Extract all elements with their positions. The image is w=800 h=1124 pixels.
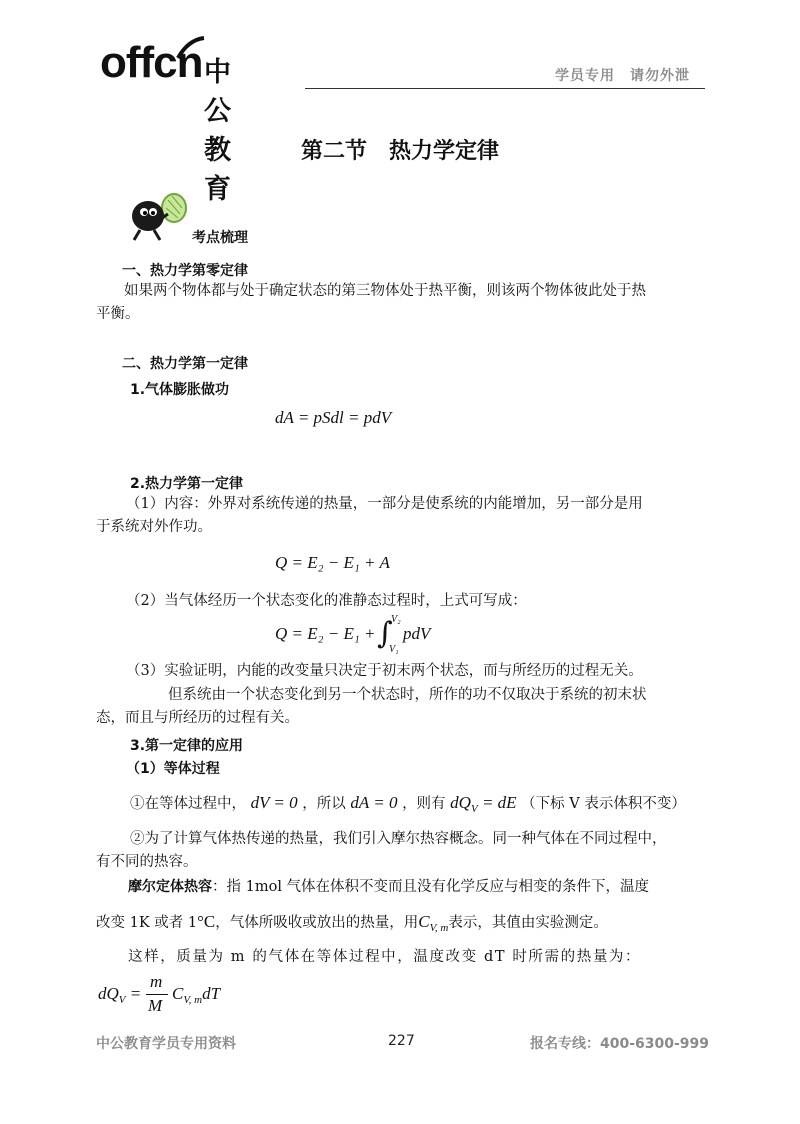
final-dq-symbol: dQ — [98, 984, 119, 1003]
internal-energy-text: （3）实验证明，内能的改变量只决定于初末两个状态，而与所经历的过程无关。 — [126, 663, 643, 679]
zeroth-law-line2: 平衡。 — [96, 306, 140, 322]
item1-text-a: ①在等体过程中， — [130, 796, 246, 812]
molar-heat-capacity — [96, 876, 706, 899]
dq-symbol: dQ — [450, 793, 471, 812]
integral-lower: V₁ — [389, 644, 399, 655]
logo-wordmark: offcn — [100, 38, 203, 87]
final-sentence: 这样，质量为 m 的气体在等体过程中，温度改变 dT 时所需的热量为： — [128, 949, 642, 965]
celsius-unit: °C — [197, 912, 216, 931]
integral-sign: ∫ — [377, 616, 393, 651]
header-rule — [305, 88, 705, 89]
footer-left: 中公教育学员专用资料 — [96, 1036, 236, 1052]
work-path-line1: 但系统由一个状态变化到另一个状态时，所作的功不仅取决于系统的初末状 — [168, 687, 647, 703]
integral-upper: V₂ — [391, 614, 401, 625]
header-notice: 学员专用 请勿外泄 — [555, 68, 690, 84]
isochoric-item2 — [96, 828, 706, 874]
molar-text2c: 表示，其值由实验测定。 — [448, 915, 608, 931]
subheading-isochoric: （1）等体过程 — [126, 761, 220, 777]
mascot-icon — [122, 188, 194, 244]
fraction-denominator: M — [148, 996, 163, 1015]
molar-text2a: 改变 1K 或者 1 — [96, 915, 198, 931]
cvm-subscript: V, m — [429, 922, 449, 934]
subheading-application: 3.第一定律的应用 — [130, 738, 244, 754]
final-c-symbol: C — [172, 984, 184, 1003]
cvm-symbol: C — [418, 912, 430, 931]
subheading-first-law: 2.热力学第一定律 — [130, 476, 244, 492]
footer-right: 报名专线：400-6300-999 — [530, 1036, 710, 1052]
isochoric-item1 — [130, 791, 720, 821]
integral-left: Q = E₂ − E₁ + — [275, 624, 376, 643]
molar-label: 摩尔定体热容 — [128, 879, 212, 895]
item1-eq-dq — [450, 793, 517, 815]
equation-final — [98, 974, 298, 1020]
zeroth-law-text — [96, 280, 706, 326]
item2-line2: 有不同的热容。 — [96, 854, 198, 870]
subheading-gas-work: 1.气体膨胀做功 — [130, 382, 230, 398]
molar-text2b: ，气体所吸收或放出的热量，用 — [215, 915, 419, 931]
item1-eq-dv: dV = 0 — [250, 793, 298, 812]
item2-line1: ②为了计算气体热传递的热量，我们引入摩尔热容概念。同一种气体在不同过程中， — [130, 831, 667, 847]
zeroth-law-line1: 如果两个物体都与处于确定状态的第三物体处于热平衡，则该两个物体彼此处于热 — [124, 283, 646, 299]
final-c-sub: V, m — [183, 994, 203, 1006]
fraction-numerator: m — [150, 972, 163, 991]
final-dq-sub: V — [118, 994, 126, 1006]
final-cvm — [172, 984, 220, 1006]
molar-text1: ：指 1mol 气体在体积不变而且没有化学反应与相变的条件下，温度 — [212, 879, 650, 895]
page-number: 227 — [388, 1033, 415, 1049]
final-dq: $dQ_V$ = — [98, 984, 142, 1006]
equation-work: dA = pSdl = pdV — [275, 408, 392, 427]
fraction-bar — [146, 994, 168, 995]
logo-swoosh-icon — [176, 36, 206, 62]
equation-integral — [275, 614, 495, 658]
content-line1: （1）内容：外界对系统传递的热量，一部分是使系统的内能增加，另一部分是用 — [126, 496, 643, 512]
quasi-static-text: （2）当气体经历一个状态变化的准静态过程时，上式可写成： — [126, 593, 527, 609]
first-law-content — [96, 493, 706, 539]
heading-first-law: 二、热力学第一定律 — [122, 356, 248, 372]
section-label: 考点梳理 — [192, 230, 248, 246]
heading-zeroth-law: 一、热力学第零定律 — [122, 263, 248, 279]
dq-rest: = dE — [477, 793, 517, 812]
page-title: 第二节 热力学定律 — [300, 139, 499, 164]
final-dt: dT — [202, 984, 221, 1003]
item1-eq-da: dA = 0 — [350, 793, 398, 812]
logo-chinese: 中公教育 — [204, 57, 231, 205]
work-path-text — [96, 684, 706, 730]
item1-text-c: ，则有 — [402, 796, 446, 812]
item1-text-d: （下标 V 表示体积不变） — [521, 796, 686, 812]
item1-text-b: ，所以 — [302, 796, 346, 812]
equation-first-law: Q = E₂ − E₁ + A — [275, 553, 390, 572]
integral-right: pdV — [403, 624, 431, 643]
molar-heat-capacity-line2 — [96, 910, 706, 940]
dq-subscript: V — [470, 803, 478, 815]
work-path-line2: 态，而且与所经历的过程有关。 — [96, 710, 299, 726]
content-line2: 于系统对外作功。 — [96, 519, 212, 535]
